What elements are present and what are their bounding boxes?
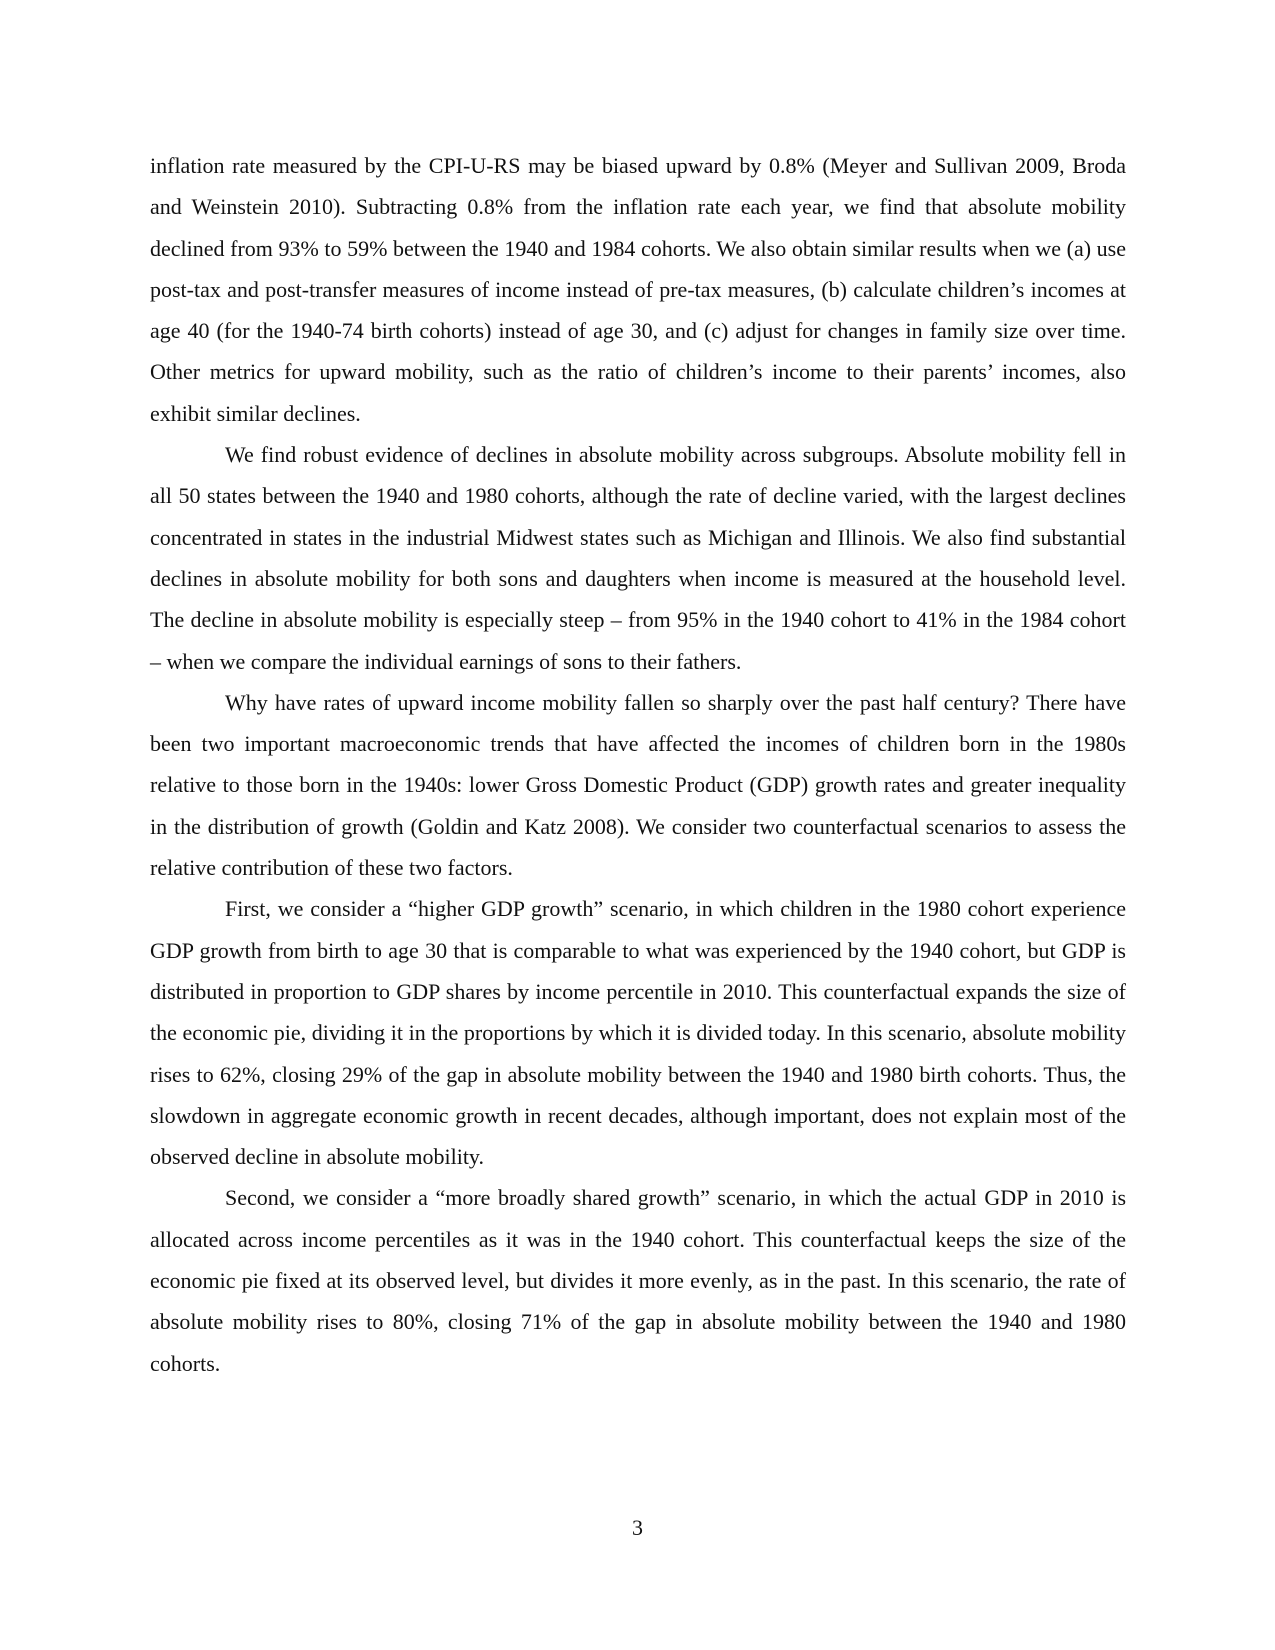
body-text <box>150 145 1126 1384</box>
paragraph-continuation: inflation rate measured by the CPI-U-RS may be biased upward by 0.8% (Meyer and Sullivan 2009, Broda and Weinstein 2010). Subtracting 0.8% from the inflation rate each year, we find that absolute mobility declined from 93% to 59% between the 1940 and 1984 cohorts. We also obtain similar results when we (a) use post-tax and post-transfer measures of income instead of pre-tax measures, (b) calculate children’s incomes at age 40 (for the 1940-74 birth cohorts) instead of age 30, and (c) adjust for changes in family size over time. Other metrics for upward mobility, such as the ratio of children’s income to their parents’ incomes, also exhibit similar declines. <box>150 153 1126 426</box>
page-number: 3 <box>632 1515 643 1540</box>
paragraph-subgroups: We find robust evidence of declines in absolute mobility across subgroups. Absolute mobility fell in all 50 states between the 1940 and 1980 cohorts, although the rate of decline varied, with the largest declines concentrated in states in the industrial Midwest states such as Michigan and Illinois. We also find substantial declines in absolute mobility for both sons and daughters when income is measured at the household level. The decline in absolute mobility is especially steep – from 95% in the 1940 cohort to 41% in the 1984 cohort – when we compare the individual earnings of sons to their fathers. <box>150 442 1126 674</box>
paragraph-macro-trends: Why have rates of upward income mobility fallen so sharply over the past half century? There have been two important macroeconomic trends that have affected the incomes of children born in the 1980s relative to those born in the 1940s: lower Gross Domestic Product (GDP) growth rates and greater inequality in the distribution of growth (Goldin and Katz 2008). We consider two counterfactual scenarios to assess the relative contribution of these two factors. <box>150 689 1126 881</box>
paragraph-broadly-shared-growth: Second, we consider a “more broadly shared growth” scenario, in which the actual GDP in 2010 is allocated across income percentiles as it was in the 1940 cohort. This counterfactual keeps the size of the economic pie fixed at its observed level, but divides it more evenly, as in the past. In this scenario, the rate of absolute mobility rises to 80%, closing 71% of the gap in absolute mobility between the 1940 and 1980 cohorts. <box>150 1185 1126 1376</box>
paragraph-higher-gdp-growth: First, we consider a “higher GDP growth” scenario, in which children in the 1980 cohort experience GDP growth from birth to age 30 that is comparable to what was experienced by the 1940 cohort, but GDP is distributed in proportion to GDP shares by income percentile in 2010. This counterfactual expands the size of the economic pie, dividing it in the proportions by which it is divided today. In this scenario, absolute mobility rises to 62%, closing 29% of the gap in absolute mobility between the 1940 and 1980 birth cohorts. Thus, the slowdown in aggregate economic growth in recent decades, although important, does not explain most of the observed decline in absolute mobility. <box>150 896 1126 1170</box>
